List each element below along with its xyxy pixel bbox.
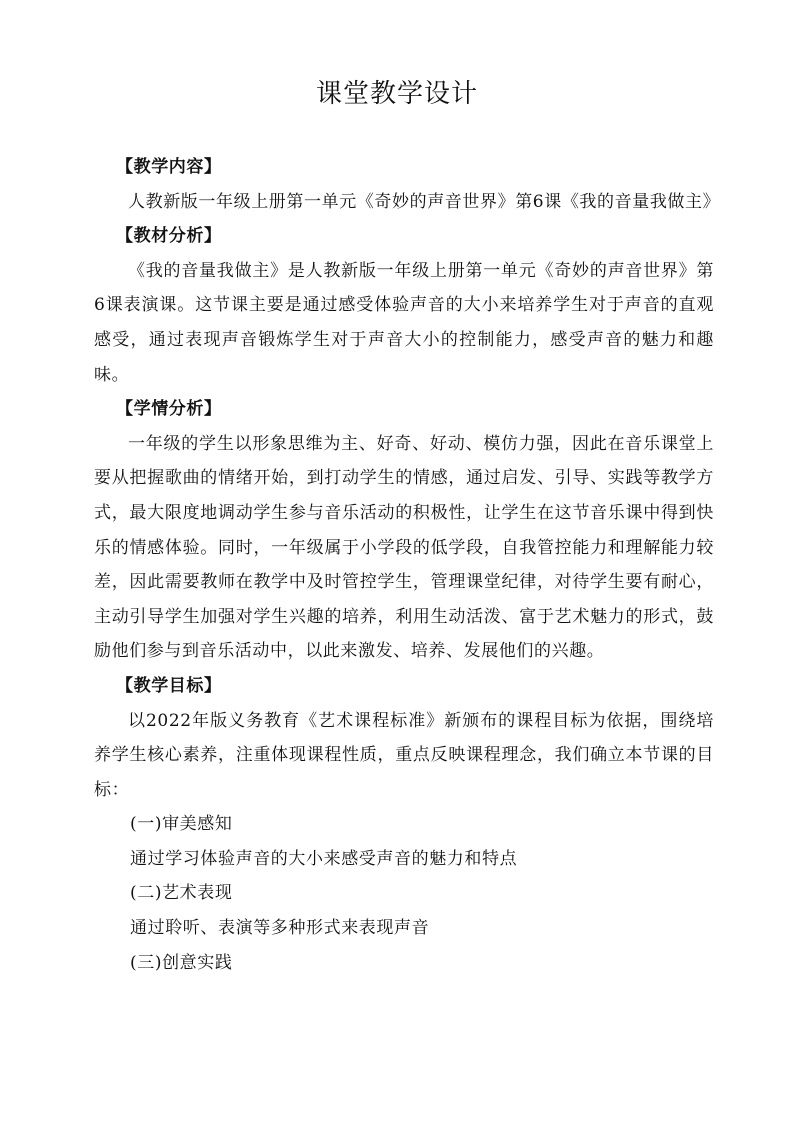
goal-item-label: (一)审美感知 xyxy=(130,814,233,835)
page-title: 课堂教学设计 xyxy=(315,79,478,109)
section-heading-material: 【教材分析】 xyxy=(116,226,222,247)
section-text-material: 《我的音量我做主》是人教新版一年级上册第一单元《奇妙的声音世界》第6课表演课。这节课主要是通过感受体验声音的大小来培养学生对于声音的直观感受，通过表现声音锻炼学生对于声音大小的控制能力，感受声音的魅力和趣味。 xyxy=(94,260,714,385)
section-text-content: 人教新版一年级上册第一单元《奇妙的声音世界》第6课《我的音量我做主》 xyxy=(128,191,721,212)
goal-item-label: (三)创意实践 xyxy=(130,952,233,973)
goal-item-text: 通过聆听、表演等多种形式来表现声音 xyxy=(130,918,430,939)
section-heading-content: 【教学内容】 xyxy=(116,157,222,177)
goal-item-label: (二)艺术表现 xyxy=(130,883,233,904)
section-heading-goals: 【教学目标】 xyxy=(116,675,222,696)
section-heading-students: 【学情分析】 xyxy=(116,399,222,420)
section-text-goals: 以2022年版义务教育《艺术课程标准》新颁布的课程目标为依据，围绕培养学生核心素养，注重体现课程性质，重点反映课程理念，我们确立本节课的目标： xyxy=(94,710,714,800)
document-body xyxy=(94,150,721,980)
section-text-students: 一年级的学生以形象思维为主、好奇、好动、模仿力强，因此在音乐课堂上要从把握歌曲的情绪开始，到打动学生的情感，通过启发、引导、实践等教学方式，最大限度地调动学生参与音乐活动的积极性，让学生在这节音乐课中得到快乐的情感体验。同时，一年级属于小学段的低学段，自我管控能力和理解能力较差，因此需要教师在教学中及时管控学生，管理课堂纪律，对待学生要有耐心，主动引导学生加强对学生兴趣的培养，利用生动活泼、富于艺术魅力的形式，鼓励他们参与到音乐活动中，以此来激发、培养、发展他们的兴趣。 xyxy=(94,433,714,662)
goal-item-text: 通过学习体验声音的大小来感受声音的魅力和特点 xyxy=(130,848,518,869)
